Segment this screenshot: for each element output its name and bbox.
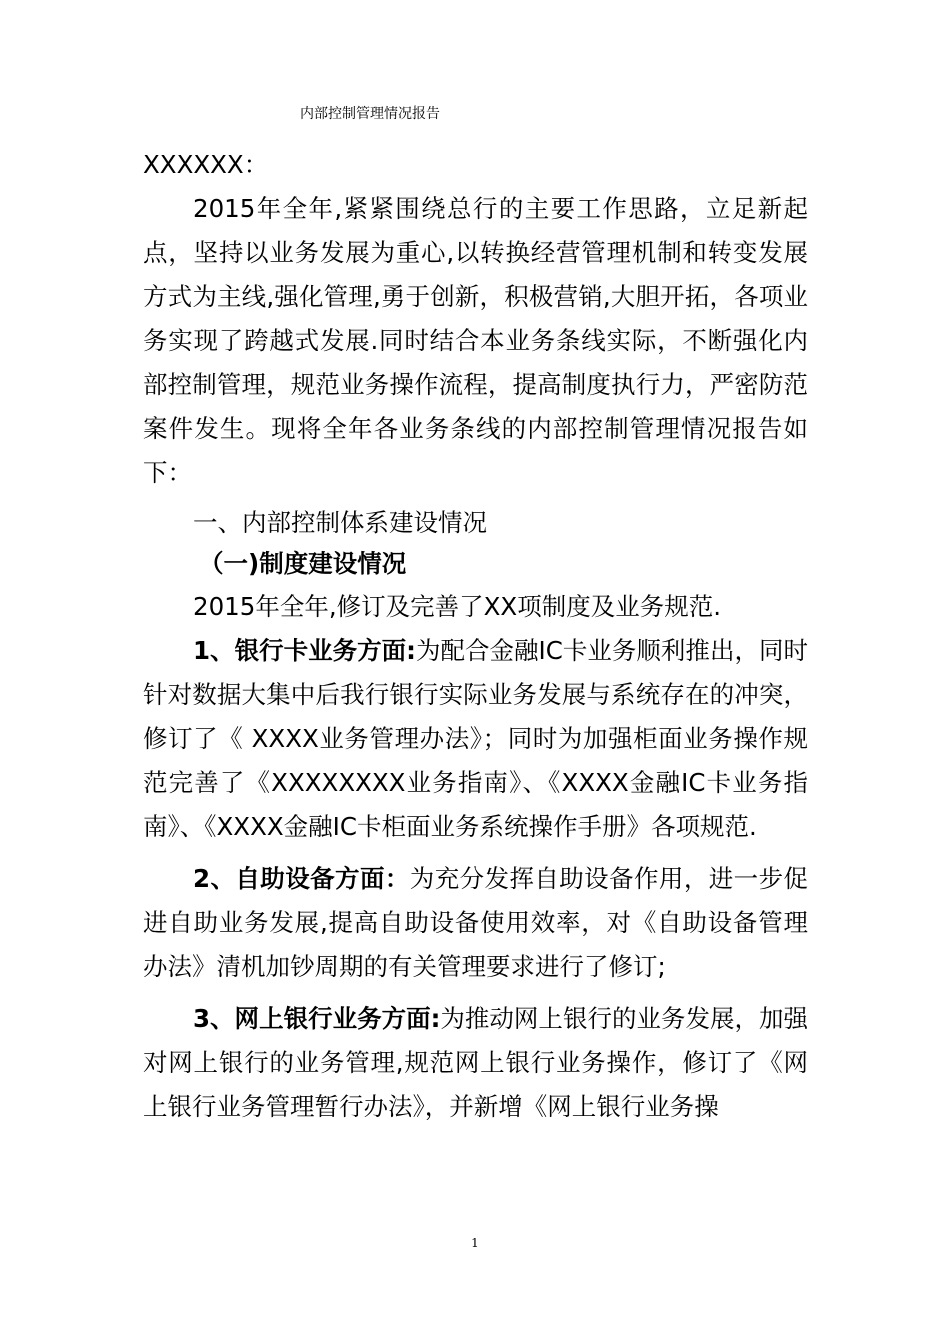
section-heading: 一、内部控制体系建设情况	[193, 508, 487, 537]
intro-paragraph: 2015年全年,紧紧围绕总行的主要工作思路，立足新起点，坚持以业务发展为重心,以转换经营管理机制和转变发展方式为主线,强化管理,勇于创新，积极营销,大胆开拓，各项业务实现了跨越式发展.同时结合本业务条线实际，不断强化内部控制管理，规范业务操作流程，提高制度执行力，严密防范案件发生。现将全年各业务条线的内部控制管理情况报告如下：	[143, 194, 808, 487]
salutation: XXXXXX：	[143, 150, 269, 179]
document-header-title: 内部控制管理情况报告	[300, 106, 440, 122]
subsection-heading: （一)制度建设情况	[199, 549, 407, 578]
item-paragraph-bank-card	[143, 629, 808, 849]
item-paragraph-self-service	[143, 857, 808, 989]
item-heading: 3、网上银行业务方面:	[193, 1004, 441, 1033]
item-heading: 1、银行卡业务方面:	[193, 636, 416, 665]
subsection-summary: 2015年全年,修订及完善了XX项制度及业务规范.	[193, 592, 721, 621]
item-paragraph-online-banking	[143, 997, 808, 1129]
document-body	[143, 143, 808, 1129]
item-text: 为推动网上银行的业务发展，加强对网上银行的业务管理,规范网上银行业务操作，修订了《网上银行业务管理暂行办法》，并新增《网上银行业务操	[143, 1004, 808, 1121]
item-text: 为配合金融IC卡业务顺利推出，同时针对数据大集中后我行银行实际业务发展与系统存在的冲突，修订了《 XXXX业务管理办法》；同时为加强柜面业务操作规范完善了《XXXXXXXX业务指南》、《XXXX金融IC卡业务指南》、《XXXX金融IC卡柜面业务系统操作手册》各项规范.	[143, 636, 808, 841]
item-heading: 2、自助设备方面：	[193, 864, 410, 893]
page-number: 1	[471, 1236, 479, 1250]
item-text: 为充分发挥自助设备作用，进一步促进自助业务发展,提高自助设备使用效率，对《自助设备管理办法》清机加钞周期的有关管理要求进行了修订;	[143, 864, 809, 981]
